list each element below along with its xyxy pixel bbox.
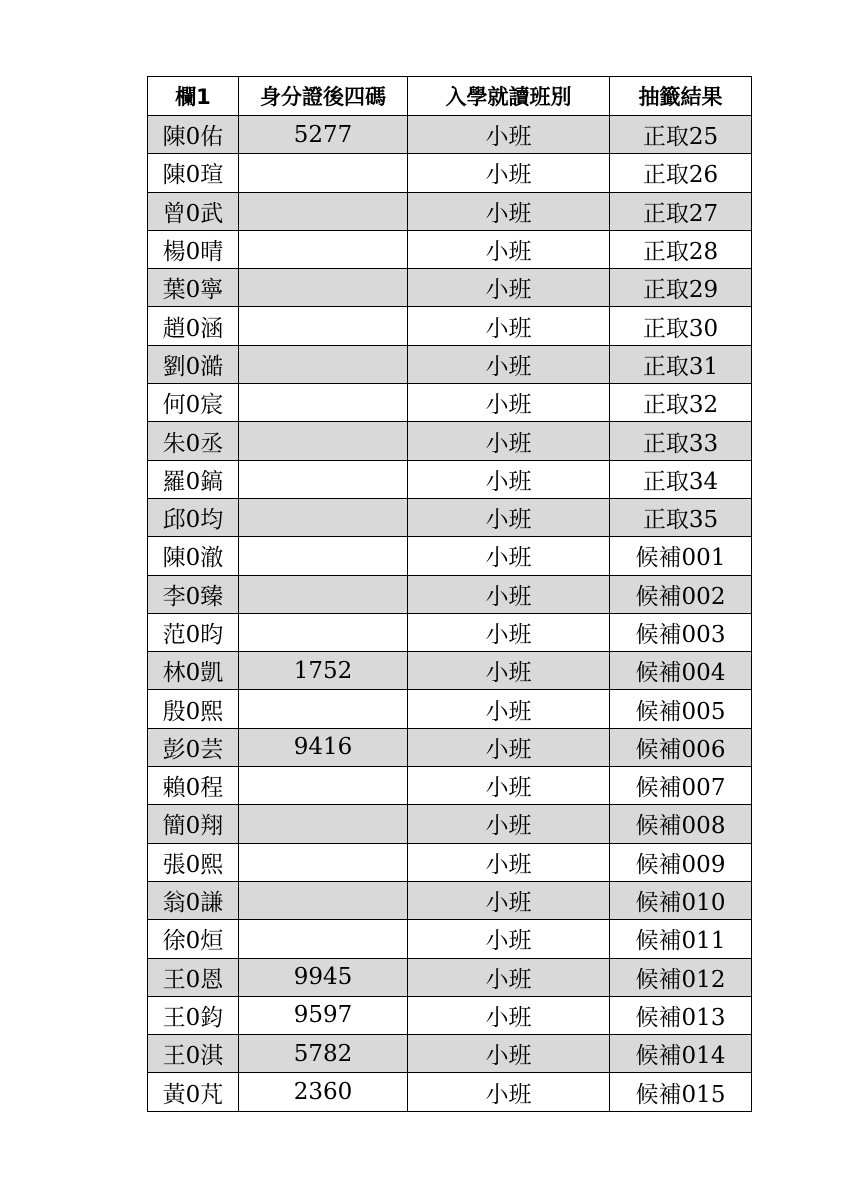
cell-lottery-result: 正取34 [610,460,752,498]
cell-id-last-four [239,498,408,536]
cell-lottery-result: 正取30 [610,307,752,345]
cell-enroll-class: 小班 [408,345,610,383]
cell-enroll-class: 小班 [408,384,610,422]
cell-enroll-class: 小班 [408,881,610,919]
cell-enroll-class: 小班 [408,690,610,728]
table-row [148,805,752,843]
cell-id-last-four [239,805,408,843]
cell-name: 朱0丞 [148,422,239,460]
cell-id-last-four: 5782 [239,1035,408,1073]
table-row [148,920,752,958]
table-row [148,958,752,996]
cell-lottery-result: 正取28 [610,230,752,268]
cell-id-last-four [239,920,408,958]
cell-name: 張0熙 [148,843,239,881]
cell-enroll-class: 小班 [408,230,610,268]
column-header-enroll-class: 入學就讀班別 [408,77,610,116]
table-body [148,116,752,1112]
cell-enroll-class: 小班 [408,996,610,1034]
cell-id-last-four [239,537,408,575]
cell-enroll-class: 小班 [408,652,610,690]
cell-lottery-result: 候補009 [610,843,752,881]
column-header-id-last-four: 身分證後四碼 [239,77,408,116]
cell-lottery-result: 候補001 [610,537,752,575]
cell-id-last-four: 9945 [239,958,408,996]
cell-lottery-result: 正取25 [610,116,752,154]
cell-lottery-result: 正取35 [610,498,752,536]
cell-id-last-four [239,307,408,345]
cell-enroll-class: 小班 [408,575,610,613]
cell-name: 王0淇 [148,1035,239,1073]
cell-lottery-result: 候補003 [610,613,752,651]
column-header-lottery-result: 抽籤結果 [610,77,752,116]
cell-enroll-class: 小班 [408,1035,610,1073]
cell-name: 陳0瑄 [148,154,239,192]
cell-id-last-four [239,843,408,881]
cell-lottery-result: 候補005 [610,690,752,728]
table-row [148,116,752,154]
table-row [148,537,752,575]
cell-enroll-class: 小班 [408,498,610,536]
cell-id-last-four: 1752 [239,652,408,690]
cell-id-last-four [239,154,408,192]
cell-name: 林0凱 [148,652,239,690]
table-row [148,996,752,1034]
table-row [148,269,752,307]
table-row [148,575,752,613]
cell-enroll-class: 小班 [408,805,610,843]
table-row [148,843,752,881]
cell-enroll-class: 小班 [408,116,610,154]
cell-enroll-class: 小班 [408,422,610,460]
cell-lottery-result: 候補014 [610,1035,752,1073]
table-row [148,652,752,690]
cell-lottery-result: 候補002 [610,575,752,613]
lottery-results-table [147,76,752,1112]
cell-enroll-class: 小班 [408,460,610,498]
cell-lottery-result: 正取33 [610,422,752,460]
cell-name: 殷0熙 [148,690,239,728]
cell-lottery-result: 候補004 [610,652,752,690]
cell-name: 曾0武 [148,192,239,230]
table-row [148,192,752,230]
table-row [148,307,752,345]
cell-name: 范0昀 [148,613,239,651]
table-row [148,728,752,766]
cell-name: 黃0芃 [148,1073,239,1111]
cell-lottery-result: 正取32 [610,384,752,422]
cell-name: 何0宸 [148,384,239,422]
cell-lottery-result: 正取27 [610,192,752,230]
table-row [148,690,752,728]
cell-lottery-result: 正取29 [610,269,752,307]
cell-enroll-class: 小班 [408,192,610,230]
cell-name: 陳0佑 [148,116,239,154]
cell-lottery-result: 候補010 [610,881,752,919]
cell-name: 王0鈞 [148,996,239,1034]
cell-id-last-four [239,269,408,307]
cell-lottery-result: 候補006 [610,728,752,766]
table-row [148,460,752,498]
cell-id-last-four [239,192,408,230]
cell-enroll-class: 小班 [408,1073,610,1111]
cell-name: 李0臻 [148,575,239,613]
cell-id-last-four: 2360 [239,1073,408,1111]
cell-name: 葉0寧 [148,269,239,307]
cell-enroll-class: 小班 [408,728,610,766]
cell-lottery-result: 候補012 [610,958,752,996]
cell-enroll-class: 小班 [408,537,610,575]
cell-id-last-four: 5277 [239,116,408,154]
cell-lottery-result: 候補007 [610,767,752,805]
cell-name: 邱0均 [148,498,239,536]
cell-name: 羅0鎬 [148,460,239,498]
cell-lottery-result: 正取26 [610,154,752,192]
column-header-name: 欄1 [148,77,239,116]
cell-lottery-result: 候補015 [610,1073,752,1111]
cell-enroll-class: 小班 [408,958,610,996]
cell-enroll-class: 小班 [408,307,610,345]
cell-id-last-four [239,690,408,728]
cell-enroll-class: 小班 [408,613,610,651]
header-row [148,77,752,116]
table-row [148,345,752,383]
table-row [148,1035,752,1073]
table-row [148,881,752,919]
table-row [148,384,752,422]
cell-id-last-four: 9416 [239,728,408,766]
cell-id-last-four [239,422,408,460]
cell-enroll-class: 小班 [408,843,610,881]
cell-enroll-class: 小班 [408,767,610,805]
cell-name: 彭0芸 [148,728,239,766]
cell-id-last-four [239,460,408,498]
cell-enroll-class: 小班 [408,920,610,958]
table-row [148,154,752,192]
cell-name: 簡0翔 [148,805,239,843]
cell-enroll-class: 小班 [408,154,610,192]
cell-name: 賴0程 [148,767,239,805]
cell-id-last-four: 9597 [239,996,408,1034]
cell-id-last-four [239,613,408,651]
table-row [148,767,752,805]
cell-name: 王0恩 [148,958,239,996]
cell-id-last-four [239,767,408,805]
cell-name: 徐0烜 [148,920,239,958]
cell-id-last-four [239,881,408,919]
table-row [148,422,752,460]
cell-name: 劉0澔 [148,345,239,383]
table-row [148,230,752,268]
cell-lottery-result: 候補008 [610,805,752,843]
cell-id-last-four [239,384,408,422]
cell-id-last-four [239,345,408,383]
table-row [148,498,752,536]
cell-enroll-class: 小班 [408,269,610,307]
cell-id-last-four [239,230,408,268]
cell-lottery-result: 候補013 [610,996,752,1034]
cell-lottery-result: 正取31 [610,345,752,383]
cell-name: 趙0涵 [148,307,239,345]
cell-lottery-result: 候補011 [610,920,752,958]
cell-name: 楊0晴 [148,230,239,268]
table-row [148,613,752,651]
table-row [148,1073,752,1111]
cell-name: 陳0澈 [148,537,239,575]
cell-id-last-four [239,575,408,613]
cell-name: 翁0謙 [148,881,239,919]
